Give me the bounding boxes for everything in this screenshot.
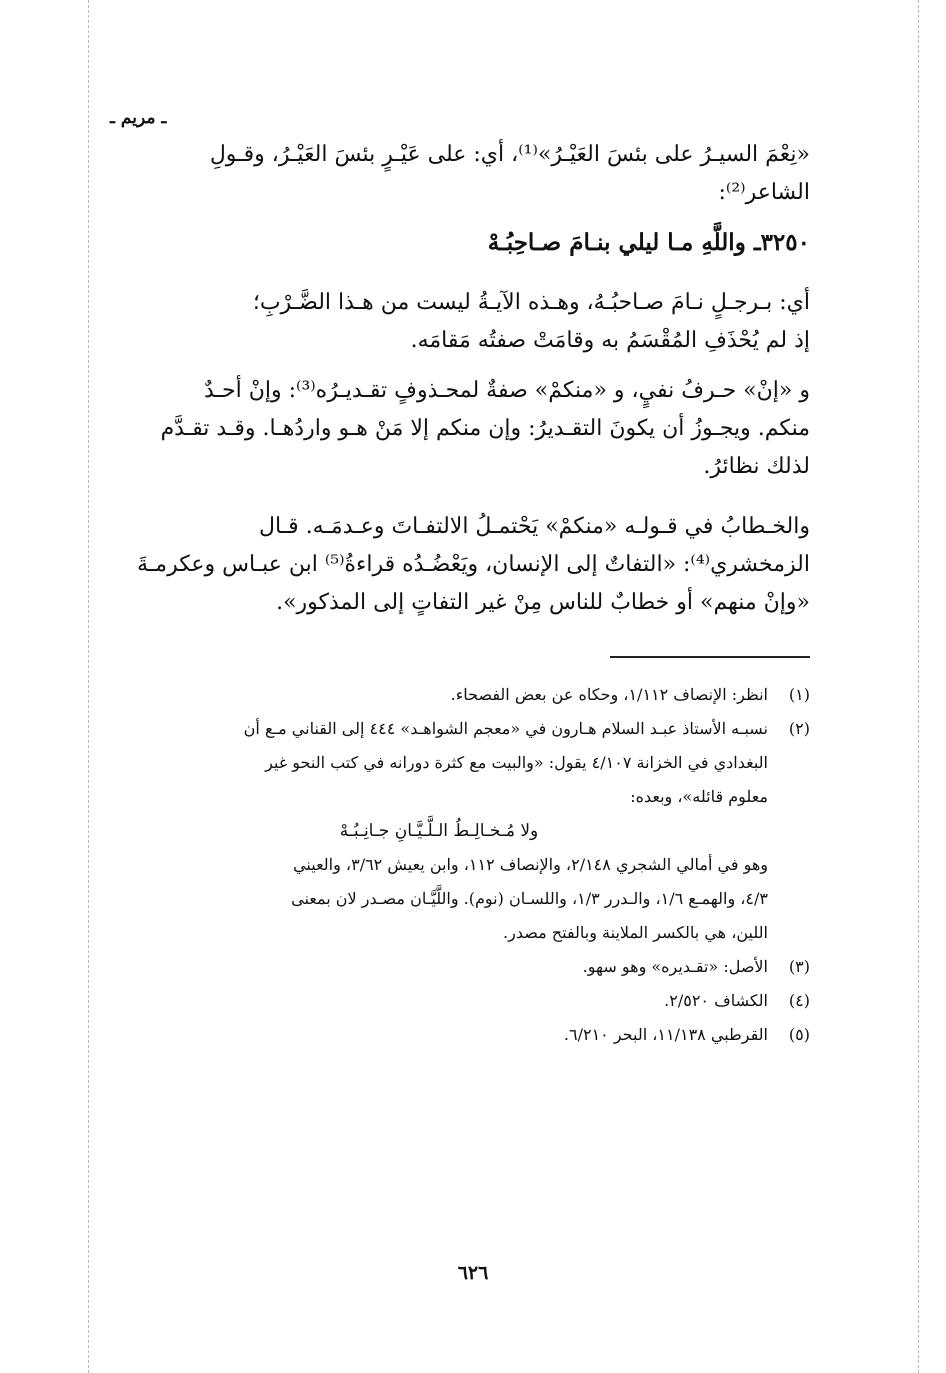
footnote-4 [110,984,810,1018]
p3-line-3: لذلك نظائرُ. [703,454,810,479]
footnote-text: انظر: الإنصاف ١/١١٢، وحكاه عن بعض الفصحاء. [450,685,768,704]
running-header [110,100,810,136]
verse-number: ٣٢٥٠ـ [753,229,810,256]
p3-line-1: و «إنْ» حـرفُ نفيٍ، و «منكمْ» صفةٌ لمحـذوفٍ تقـديـرُه⁽³⁾: وإنْ أحـدٌ [204,378,810,403]
verse-text: واللَّهِ مـا ليلي بنـامَ صـاحِبُـهْ [487,229,746,256]
footnote-5 [110,1018,810,1052]
footnote-2-line-2: البغدادي في الخزانة ٤/١٠٧ يقول: «والبيت مع كثرة دورانه في كتب النحو غير [265,753,768,772]
footnote-1 [110,678,810,712]
left-page-edge [88,0,89,1373]
paragraph-3 [110,372,810,486]
footnote-2 [110,712,810,746]
footnote-text: الأصل: «تقـديره» وهو سهو. [582,957,768,976]
footnote-text: القرطبي ١١/١٣٨، البحر ٦/٢١٠. [563,1025,768,1044]
footnote-text: الكشاف ٢/٥٢٠. [664,991,768,1010]
p2-line-1: أي: بـرجـلٍ نـامَ صـاحبُـهُ، وهـذه الآيـةُ ليست من هـذا الضَّـرْبِ؛ [252,290,810,315]
footnote-separator [610,656,810,658]
footnote-number: (١) [788,685,810,704]
p1-line-2: الشاعر⁽²⁾: [718,180,810,205]
p4-line-3: «وإنْ منهم» أو خطابٌ للناس مِنْ غير التفاتٍ إلى المذكور». [276,590,810,615]
footnote-number: (٢) [788,719,810,738]
page-content [110,100,810,1052]
p4-line-2: الزمخشري⁽⁴⁾: «التفاتٌ إلى الإنسان، ويَعْضُـدُه قراءةُ⁽⁵⁾ ابن عبـاس وعكرمـةَ [137,552,810,577]
footnote-text: نسبـه الأستاذ عبـد السلام هـارون في «معجم الشواهـد» ٤٤٤ إلى القناني مـع أن [243,719,768,738]
paragraph-2 [110,284,810,360]
paragraph-1 [110,136,810,212]
p2-line-2: إذ لم يُحْذَفِ المُقْسَمُ به وقامَتْ صفتُه مَقامَه. [410,328,810,353]
p3-line-2: منكم. ويجـوزُ أن يكونَ التقـديرُ: وإن منكم إلا مَنْ هـو واردُهـا. وقـد تقـدَّم [160,416,810,441]
right-page-edge [918,0,919,1373]
footnote-number: (٤) [788,991,810,1010]
footnote-2-poem: ولا مُـخـالِـطُ الـلَّـيَّـانِ جـانِـبُـهْ [339,821,539,841]
header-title: ـ مريم ـ [110,108,167,128]
footnote-2-line-6: اللين، هي بالكسر الملاينة وبالفتح مصدر. [503,923,768,942]
footnotes [110,678,810,1052]
footnote-number: (٥) [788,1025,810,1044]
page-number: ٦٢٦ [457,1262,489,1284]
paragraph-4 [110,508,810,622]
footnote-2-line-3: معلوم قائله»، وبعده: [630,787,768,806]
footnote-2-line-5: ٤/٣، والهمـع ١/٦، والـدرر ١/٣، واللسـان (نوم). واللَّيَّـان مصـدر لان بمعنى [291,889,768,908]
verse [110,224,810,262]
footnote-number: (٣) [788,957,810,976]
p4-line-1: والخـطابُ في قـولـه «منكمْ» يَحْتمـلُ الالتفـاتَ وعـدمَـه. قـال [259,514,810,539]
p1-line-1: «نِعْمَ السيـرُ على بئسَ العَيْـرُ»⁽¹⁾، أي: على عَيْـرٍ بئسَ العَيْـرُ، وقـولِ [209,142,810,167]
footnote-3 [110,950,810,984]
footnote-2-line-4: وهو في أمالي الشجري ٢/١٤٨، والإنصاف ١١٢، وابن يعيش ٣/٦٢، والعيني [293,855,768,874]
